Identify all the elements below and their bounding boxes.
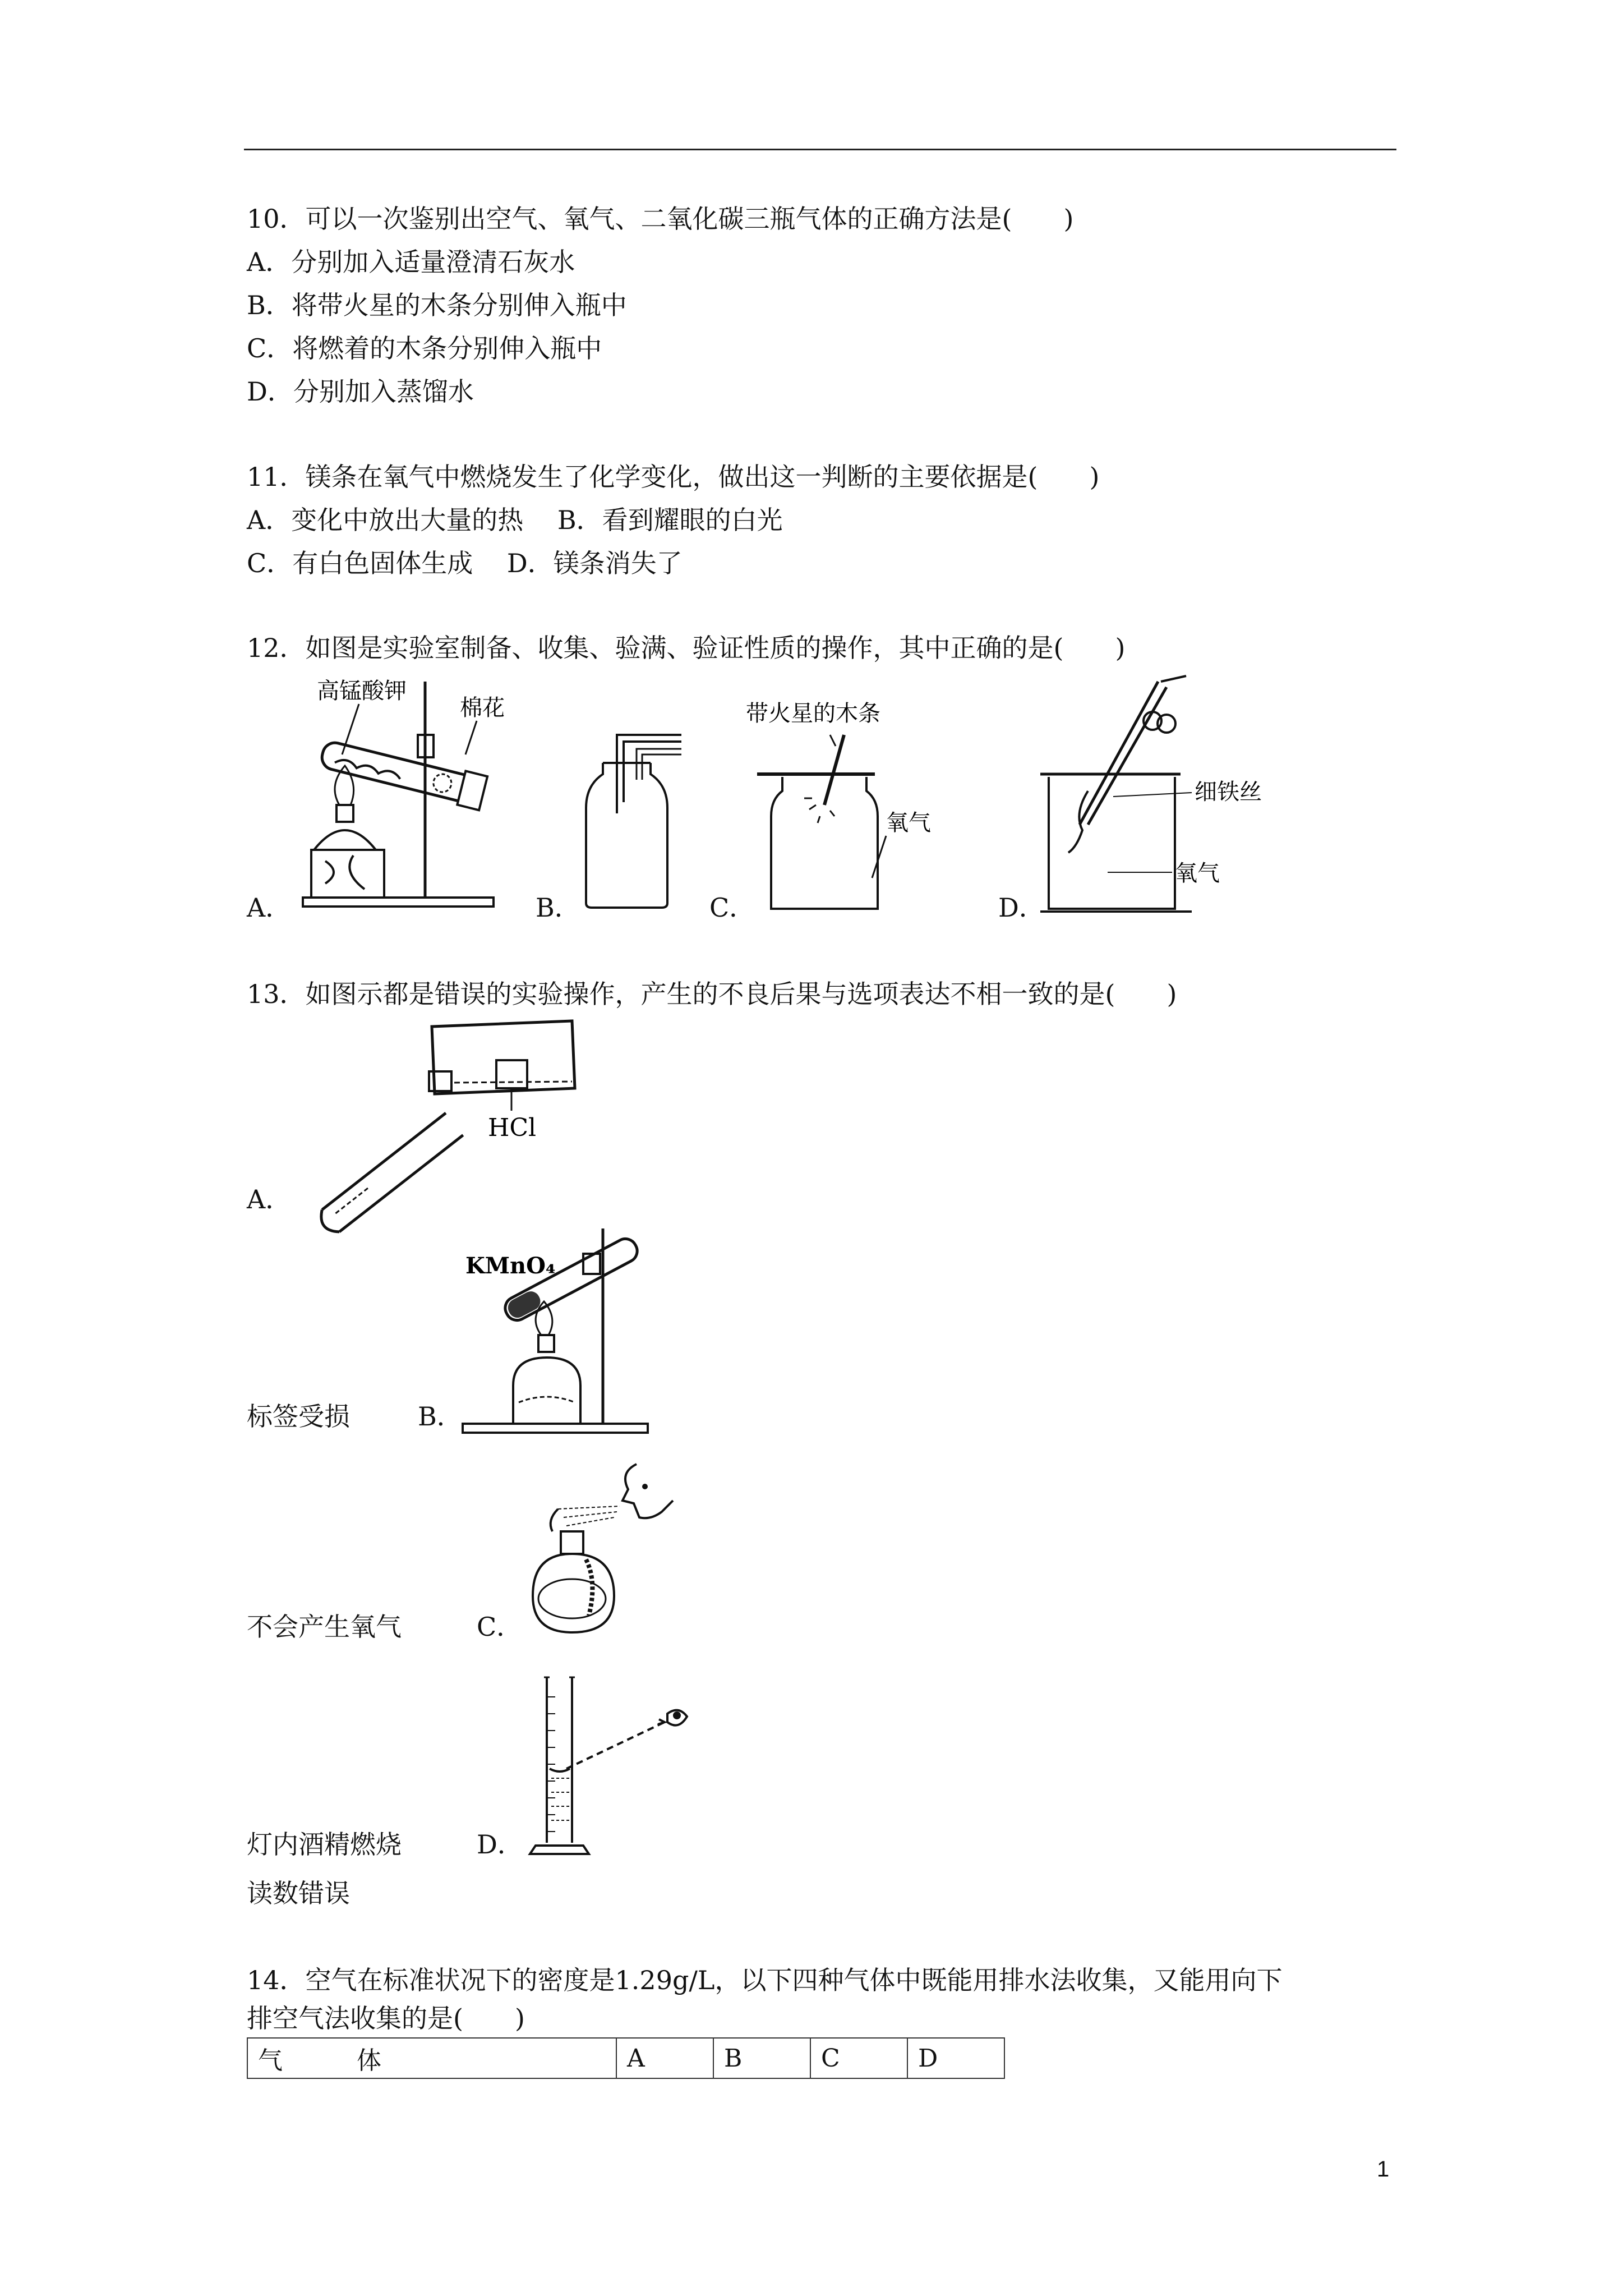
q13-label-b: B． — [418, 1401, 463, 1432]
q13-figure-a-pouring-hcl — [292, 1015, 583, 1234]
q11-options-row2: C．有白色固体生成 D．镁条消失了 — [247, 548, 683, 578]
q12-figure-b-gas-bottle — [578, 724, 684, 914]
q13-stem: 13．如图示都是错误的实验操作，产生的不良后果与选项表达不相一致的是( ) — [247, 979, 1177, 1009]
q13-label-c: C． — [477, 1612, 523, 1642]
q11-stem: 11．镁条在氧气中燃烧发生了化学变化，做出这一判断的主要依据是( ) — [247, 462, 1100, 492]
q12-fig-c-label-oxygen: 氧气 — [886, 810, 931, 836]
q12-figure-a-heating-setup — [292, 670, 516, 917]
table-header-gas: 气 体 — [247, 2038, 616, 2078]
q13-figure-d-measuring-cylinder — [524, 1674, 704, 1860]
q13-d-result: 读数错误 — [247, 1878, 350, 1908]
q12-figure-c-splint-test — [746, 693, 931, 917]
table-row — [247, 2038, 1004, 2078]
q12-fig-a-label-kmno4: 高锰酸钾 — [317, 678, 407, 704]
table-header-c: C — [810, 2038, 907, 2078]
q13-figure-c-blowing-lamp — [524, 1458, 670, 1644]
page-number: 1 — [1377, 2157, 1390, 2182]
q13-figure-b-kmno4-heating — [460, 1223, 656, 1442]
q13-fig-b-label-kmno4: KMnO₄ — [465, 1253, 556, 1279]
q12-fig-a-label-cotton: 棉花 — [460, 695, 505, 721]
q12-fig-c-label-splint: 带火星的木条 — [746, 701, 880, 726]
q10-option-c: C．将燃着的木条分别伸入瓶中 — [247, 333, 602, 364]
q14-stem-line2: 排空气法收集的是( ) — [247, 2003, 525, 2033]
q10-option-a: A．分别加入适量澄清石灰水 — [247, 247, 575, 277]
q10-option-d: D．分别加入蒸馏水 — [247, 376, 474, 407]
q13-fig-a-label-hcl: HCl — [488, 1114, 537, 1142]
table-header-d: D — [907, 2038, 1004, 2078]
q11-options-row1: A．变化中放出大量的热 B．看到耀眼的白光 — [247, 505, 783, 535]
q13-a-result: 标签受损 — [247, 1401, 350, 1432]
q12-label-a: A． — [247, 892, 292, 923]
q12-label-b: B． — [536, 892, 580, 923]
q14-gas-table — [247, 2037, 1005, 2079]
header-rule — [244, 149, 1396, 150]
q12-stem: 12．如图是实验室制备、收集、验满、验证性质的操作，其中正确的是( ) — [247, 633, 1126, 663]
q12-label-c: C． — [709, 892, 755, 923]
q12-figure-d-iron-wire — [1040, 670, 1262, 917]
table-header-b: B — [713, 2038, 810, 2078]
q10-option-b: B．将带火星的木条分别伸入瓶中 — [247, 290, 627, 320]
q13-label-d: D． — [477, 1829, 523, 1860]
q10-stem: 10．可以一次鉴别出空气、氧气、二氧化碳三瓶气体的正确方法是( ) — [247, 204, 1074, 234]
table-header-a: A — [616, 2038, 713, 2078]
q14-stem-line1: 14．空气在标准状况下的密度是1.29g/L，以下四种气体中既能用排水法收集，又能用向下 — [247, 1965, 1283, 1995]
q13-b-result: 不会产生氧气 — [247, 1612, 402, 1642]
q12-label-d: D． — [998, 892, 1045, 923]
q13-c-result: 灯内酒精燃烧 — [247, 1829, 402, 1860]
q12-fig-d-label-oxygen: 氧气 — [1175, 861, 1220, 886]
q12-fig-d-label-iron-wire: 细铁丝 — [1195, 779, 1262, 805]
q13-label-a: A． — [247, 1184, 292, 1214]
